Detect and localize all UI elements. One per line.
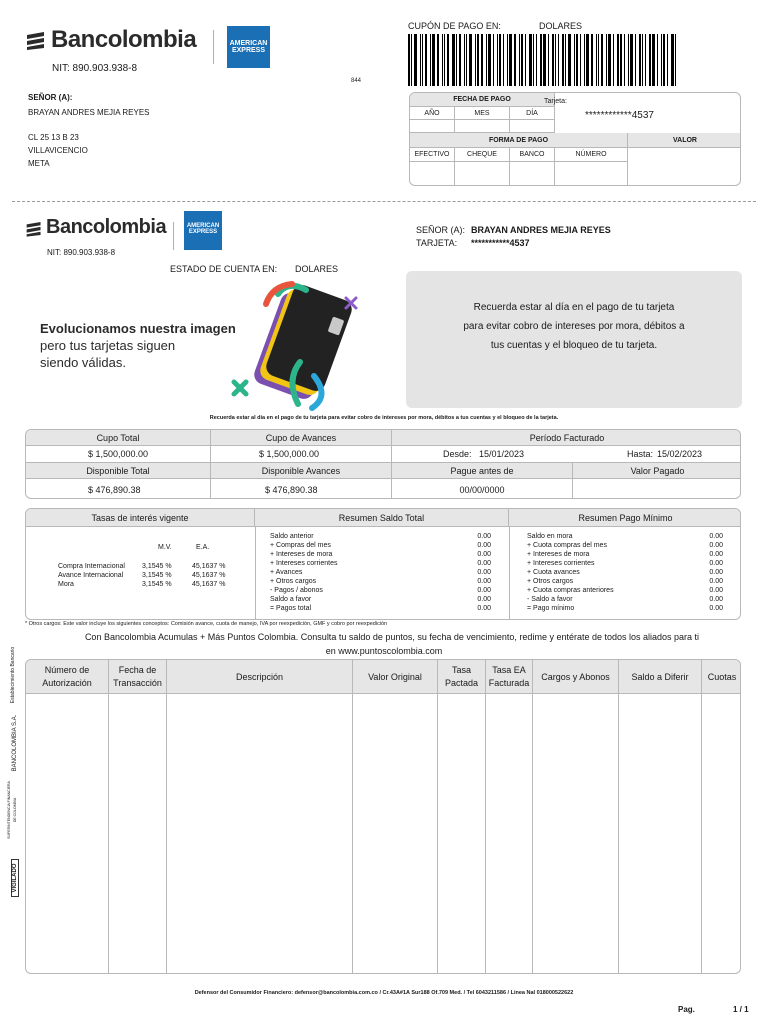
footer-defensor: Defensor del Consumidor Financiero: defensor@bancolombia.com.co / Cr.43A#1A Sur188 Of.709 Med. / Tel 6043211586 / Linea Nal 018000522622 [194, 990, 574, 996]
col-tasa-line2: Pactada [444, 677, 479, 688]
rates-rows [58, 562, 238, 589]
notice-line-2: para evitar cobro de intereses por mora, débitos a [463, 321, 685, 332]
barcode-bar [543, 34, 546, 86]
barcode-bar [568, 34, 571, 86]
promo-line-2: pero tus tarjetas siguen [40, 338, 176, 353]
saldo-label: + Otros cargos [270, 578, 317, 585]
saldo-label: + Intereses corrientes [270, 560, 338, 567]
col-tasaea-line2: Facturada [488, 677, 530, 688]
pago-value: 0.00 [709, 542, 723, 549]
rate-mv: 3,1545 % [142, 572, 172, 579]
col-tasa-line1: Tasa [451, 664, 471, 675]
rate-label: Avance Internacional [58, 572, 124, 579]
col-fecha-line1: Fecha de [118, 664, 157, 675]
efectivo-field[interactable] [410, 162, 455, 186]
barcode-bar [437, 34, 439, 86]
banco-field[interactable] [510, 162, 555, 186]
coupon-title: CUPÓN DE PAGO EN: [408, 21, 501, 31]
pago-value: 0.00 [709, 560, 723, 567]
cheque-field[interactable] [455, 162, 510, 186]
notice-small: Recuerda estar al día en el pago de tu tarjeta para evitar cobro de intereses por mora, débitos a tus cuentas y el bloqueo de la tarjeta. [209, 415, 559, 421]
pague-value: 00/00/0000 [392, 479, 573, 499]
barcode-bar [481, 34, 483, 86]
barcode-bar [548, 34, 549, 86]
col-autorizacion-line2: Autorización [42, 677, 92, 688]
saldo-value: 0.00 [477, 533, 491, 540]
barcode-bar [452, 34, 455, 86]
desde-value: 15/01/2023 [479, 449, 525, 459]
barcode-bar [675, 34, 676, 86]
saldo-total-title: Resumen Saldo Total [255, 509, 509, 527]
pago-row [527, 532, 723, 541]
pago-label: + Cuota compras anteriores [527, 587, 614, 594]
barcode-bar [432, 34, 435, 86]
rates-summary-box [25, 508, 741, 620]
saldo-row [270, 586, 491, 595]
mes-label: MES [455, 107, 510, 120]
coupon-nit: NIT: 890.903.938-8 [52, 63, 138, 74]
barcode-bar [657, 34, 658, 86]
pago-value: 0.00 [709, 569, 723, 576]
ea-label: E.A. [196, 544, 210, 551]
cupo-avances-value: $ 1,500,000.00 [211, 446, 392, 463]
pago-label: Saldo en mora [527, 533, 573, 540]
numero-field[interactable] [555, 162, 628, 186]
pago-row [527, 577, 723, 586]
saldo-label: + Compras del mes [270, 542, 331, 549]
barcode-bar [519, 34, 520, 86]
valor-pagado-label: Valor Pagado [573, 463, 741, 479]
mv-label: M.V. [158, 544, 172, 551]
pago-label: + Intereses corrientes [527, 560, 595, 567]
rates-title: Tasas de interés vigente [26, 509, 255, 527]
barcode-bar [624, 34, 625, 86]
saldo-row [270, 595, 491, 604]
saldo-value: 0.00 [477, 605, 491, 612]
transactions-table [25, 659, 741, 974]
ano-label: AÑO [410, 107, 455, 120]
body-col-line [352, 694, 353, 974]
barcode-bar [596, 34, 597, 86]
cupo-total-value: $ 1,500,000.00 [26, 446, 211, 463]
pago-row [527, 604, 723, 613]
brand-name-2: Bancolombia [46, 216, 167, 238]
col-tasaea-line1: Tasa EA [492, 664, 526, 675]
periodo-values [392, 446, 741, 463]
pago-value: 0.00 [709, 605, 723, 612]
body-col-line [437, 694, 438, 974]
rate-row [58, 562, 238, 571]
points-line-1: Con Bancolombia Acumulas + Más Puntos Colombia. Consulta tu saldo de puntos, su fecha de vencimiento, redime y entérate de todos los aliados para ti [84, 632, 700, 642]
desde-label: Desde: [443, 449, 472, 459]
barcode-bar [430, 34, 431, 86]
barcode-bar [499, 34, 501, 86]
efectivo-label: EFECTIVO [410, 148, 455, 162]
pago-value: 0.00 [709, 587, 723, 594]
rate-ea: 45,1637 % [192, 563, 226, 570]
barcode-bar [464, 34, 465, 86]
hasta-label: Hasta: [627, 449, 654, 459]
rate-mv: 3,1545 % [142, 581, 172, 588]
barcode-bar [414, 34, 417, 86]
rate-label: Mora [58, 581, 74, 588]
rate-label: Compra Internacional [58, 563, 125, 570]
saldo-value: 0.00 [477, 542, 491, 549]
footnote: * Otros cargos: Este valor incluye los siguientes conceptos: Comisión avance, cuota de manejo, IVA por reexpedición, GMF y cobro por reexpedición [25, 621, 388, 627]
rate-ea: 45,1637 % [192, 581, 226, 588]
pago-label: = Pago mínimo [527, 605, 575, 612]
tarjeta-label: Tarjeta: [544, 98, 567, 105]
dia-label: DÍA [510, 107, 555, 120]
barcode-bar [411, 34, 412, 86]
ano-value[interactable] [410, 120, 455, 133]
col-autorizacion-line1: Número de [44, 664, 90, 675]
saldo-total-rows [270, 532, 491, 613]
barcode-bar [509, 34, 512, 86]
rate-row [58, 571, 238, 580]
body-col-line [618, 694, 619, 974]
barcode-bar [565, 34, 566, 86]
barcode-bar [555, 34, 556, 86]
saldo-value: 0.00 [477, 569, 491, 576]
barcode-bar [533, 34, 534, 86]
barcode-bar [466, 34, 467, 86]
brand-name: Bancolombia [51, 26, 197, 53]
saldo-label: Saldo anterior [270, 533, 314, 540]
side-text-sup2: DE COLOMBIA [13, 797, 17, 823]
barcode-bar [598, 34, 599, 86]
barcode-bar [671, 34, 674, 86]
pago-row [527, 586, 723, 595]
amex-text-3: AMERICAN [186, 223, 220, 229]
valor-field[interactable] [628, 148, 741, 186]
barcode-bar [444, 34, 445, 86]
amex-logo-2 [184, 211, 222, 250]
estado-label: ESTADO DE CUENTA EN: [170, 264, 278, 274]
barcode-bar [562, 34, 564, 86]
barcode-bar [576, 34, 578, 86]
body-col-line [532, 694, 533, 974]
statement-nit: NIT: 890.903.938-8 [47, 248, 116, 257]
saldo-label: Saldo a favor [270, 596, 312, 603]
hasta-value: 15/02/2023 [657, 449, 703, 459]
statement-logo [25, 216, 175, 242]
barcode-bar [459, 34, 461, 86]
pague-label: Pague antes de [392, 463, 573, 479]
barcode-bar [639, 34, 641, 86]
col-saldo-diferir: Saldo a Diferir [619, 660, 702, 694]
barcode-bar [591, 34, 593, 86]
coupon-recipient-name: BRAYAN ANDRES MEJIA REYES [28, 108, 150, 117]
coupon-logo [25, 26, 205, 56]
cheque-label: CHEQUE [455, 148, 510, 162]
col-descripcion: Descripción [167, 660, 353, 694]
pago-label: + Cuota avances [527, 569, 580, 576]
barcode-bar [521, 34, 523, 86]
disponible-total-label: Disponible Total [26, 463, 211, 479]
disponible-avances-label: Disponible Avances [211, 463, 392, 479]
barcode-bar [608, 34, 611, 86]
dia-value[interactable] [510, 120, 555, 133]
barcode-bar [514, 34, 516, 86]
numero-label: NÚMERO [555, 148, 628, 162]
pago-value: 0.00 [709, 596, 723, 603]
col-tasa-ea [486, 660, 533, 694]
barcode-bar [558, 34, 559, 86]
col-fecha [109, 660, 167, 694]
barcode-bar [507, 34, 508, 86]
barcode-bar [645, 34, 646, 86]
fecha-pago-header: FECHA DE PAGO [410, 93, 555, 107]
barcode-bar [525, 34, 526, 86]
barcode-bar [497, 34, 498, 86]
barcode-bar [574, 34, 575, 86]
address-line-2: VILLAVICENCIO [28, 146, 88, 155]
pago-label: + Otros cargos [527, 578, 574, 585]
mes-value[interactable] [455, 120, 510, 133]
banco-label: BANCO [510, 148, 555, 162]
col-divider-1 [255, 527, 256, 620]
bancolombia-logo-icon [25, 30, 47, 50]
side-text-bco: BANCOLOMBIA S.A. [12, 714, 18, 772]
pago-row [527, 559, 723, 568]
barcode-bar [601, 34, 603, 86]
barcode-bar [606, 34, 607, 86]
barcode-bar [586, 34, 589, 86]
pago-minimo-title: Resumen Pago Mínimo [509, 509, 741, 527]
pago-label: + Intereses de mora [527, 551, 590, 558]
statement-tarjeta-label: TARJETA: [416, 238, 458, 248]
pago-row [527, 568, 723, 577]
bancolombia-logo-icon [25, 220, 43, 237]
side-text-vig: VIGILADO [11, 859, 19, 897]
address-line-1: CL 25 13 B 23 [28, 133, 79, 142]
barcode-bar [442, 34, 443, 86]
saldo-value: 0.00 [477, 560, 491, 567]
pago-label: + Cuota compras del mes [527, 542, 607, 549]
cupo-avances-label: Cupo de Avances [211, 430, 392, 446]
disponible-avances-value: $ 476,890.38 [211, 479, 392, 499]
saldo-value: 0.00 [477, 578, 491, 585]
body-col-line [485, 694, 486, 974]
col-valor-original: Valor Original [353, 660, 438, 694]
barcode-bar [617, 34, 619, 86]
col-cuotas: Cuotas [702, 660, 741, 694]
body-col-line [166, 694, 167, 974]
barcode-bar [488, 34, 491, 86]
barcode-bar [667, 34, 668, 86]
saldo-value: 0.00 [477, 587, 491, 594]
pago-row [527, 541, 723, 550]
cut-line [12, 201, 756, 202]
barcode [408, 34, 683, 86]
barcode-bar [503, 34, 504, 86]
barcode-bar [584, 34, 585, 86]
side-text-sup: SUPERINTENDENCIA FINANCIERA [7, 781, 11, 839]
notice-box [406, 271, 742, 408]
barcode-bar [493, 34, 494, 86]
barcode-bar [456, 34, 457, 86]
forma-pago-header: FORMA DE PAGO [410, 133, 628, 148]
col-cargos-abonos: Cargos y Abonos [533, 660, 619, 694]
barcode-bar [540, 34, 542, 86]
saldo-value: 0.00 [477, 551, 491, 558]
estado-currency: DOLARES [295, 264, 339, 274]
pago-value: 0.00 [709, 533, 723, 540]
amex-text-4: EXPRESS [188, 229, 218, 235]
saldo-row [270, 559, 491, 568]
barcode-bar [635, 34, 636, 86]
barcode-bar [420, 34, 421, 86]
page-value: 1 / 1 [733, 1005, 749, 1014]
barcode-bar [422, 34, 423, 86]
statement-tarjeta-value: ***********4537 [471, 238, 530, 248]
statement-senor-label: SEÑOR (A): [416, 225, 466, 235]
saldo-label: + Intereses de mora [270, 551, 333, 558]
barcode-bar [469, 34, 472, 86]
barcode-bar [475, 34, 476, 86]
barcode-bar [642, 34, 643, 86]
saldo-value: 0.00 [477, 596, 491, 603]
barcode-bar [486, 34, 487, 86]
statement-senor-value: BRAYAN ANDRES MEJIA REYES [471, 225, 611, 235]
amex-text-1: AMERICAN [229, 40, 268, 47]
barcode-bar [477, 34, 479, 86]
pago-row [527, 595, 723, 604]
address-line-3: META [28, 159, 50, 168]
barcode-bar [661, 34, 662, 86]
tarjeta-value: ************4537 [585, 110, 654, 121]
barcode-bar [649, 34, 651, 86]
promo-title: Evolucionamos nuestra imagen [40, 321, 236, 336]
coupon-recipient-label: SEÑOR (A): [28, 93, 73, 102]
saldo-label: - Pagos / abonos [270, 587, 323, 594]
barcode-bar [529, 34, 532, 86]
coupon-currency: DOLARES [539, 21, 583, 31]
col-fecha-line2: Transacción [113, 677, 162, 688]
barcode-bar [552, 34, 554, 86]
amex-logo [227, 26, 270, 68]
amex-text-2: EXPRESS [231, 47, 266, 54]
notice-line-3: tus cuentas y el bloqueo de tu tarjeta. [490, 340, 658, 351]
saldo-label: = Pagos total [270, 605, 312, 612]
col-tasa-pactada [438, 660, 486, 694]
saldo-row [270, 577, 491, 586]
rate-row [58, 580, 238, 589]
barcode-bar [628, 34, 629, 86]
divider [213, 30, 214, 64]
body-col-line [701, 694, 702, 974]
saldo-row [270, 604, 491, 613]
saldo-row [270, 568, 491, 577]
points-line-2: en www.puntoscolombia.com [325, 646, 443, 656]
coupon-code: 844 [351, 78, 362, 84]
card-illustration-icon [228, 276, 363, 414]
rate-ea: 45,1637 % [192, 572, 226, 579]
pago-minimo-rows [527, 532, 723, 613]
barcode-bar [630, 34, 633, 86]
valor-header: VALOR [628, 133, 741, 148]
saldo-label: + Avances [270, 569, 303, 576]
periodo-label: Período Facturado [392, 430, 741, 446]
barcode-bar [613, 34, 614, 86]
payment-form-box [409, 92, 741, 186]
rate-mv: 3,1545 % [142, 563, 172, 570]
saldo-row [270, 532, 491, 541]
side-text-est: Establecimiento Bancario [10, 646, 16, 704]
pago-row [527, 550, 723, 559]
saldo-row [270, 550, 491, 559]
saldo-row [270, 541, 491, 550]
barcode-bar [425, 34, 427, 86]
valor-pagado-value [573, 479, 741, 499]
barcode-bar [663, 34, 665, 86]
pago-label: - Saldo a favor [527, 596, 573, 603]
disponible-total-value: $ 476,890.38 [26, 479, 211, 499]
col-divider-2 [509, 527, 510, 620]
notice-line-1: Recuerda estar al día en el pago de tu tarjeta [473, 302, 675, 313]
promo-line-3: siendo válidas. [40, 355, 126, 370]
barcode-bar [536, 34, 537, 86]
barcode-bar [652, 34, 655, 86]
barcode-bar [408, 34, 410, 86]
page-label: Pag. [678, 1005, 695, 1014]
pago-value: 0.00 [709, 551, 723, 558]
cupo-total-label: Cupo Total [26, 430, 211, 446]
pago-value: 0.00 [709, 578, 723, 585]
barcode-bar [580, 34, 581, 86]
summary-table [25, 429, 741, 499]
body-col-line [108, 694, 109, 974]
col-autorizacion [26, 660, 109, 694]
barcode-bar [447, 34, 449, 86]
barcode-bar [620, 34, 622, 86]
divider [173, 222, 174, 250]
